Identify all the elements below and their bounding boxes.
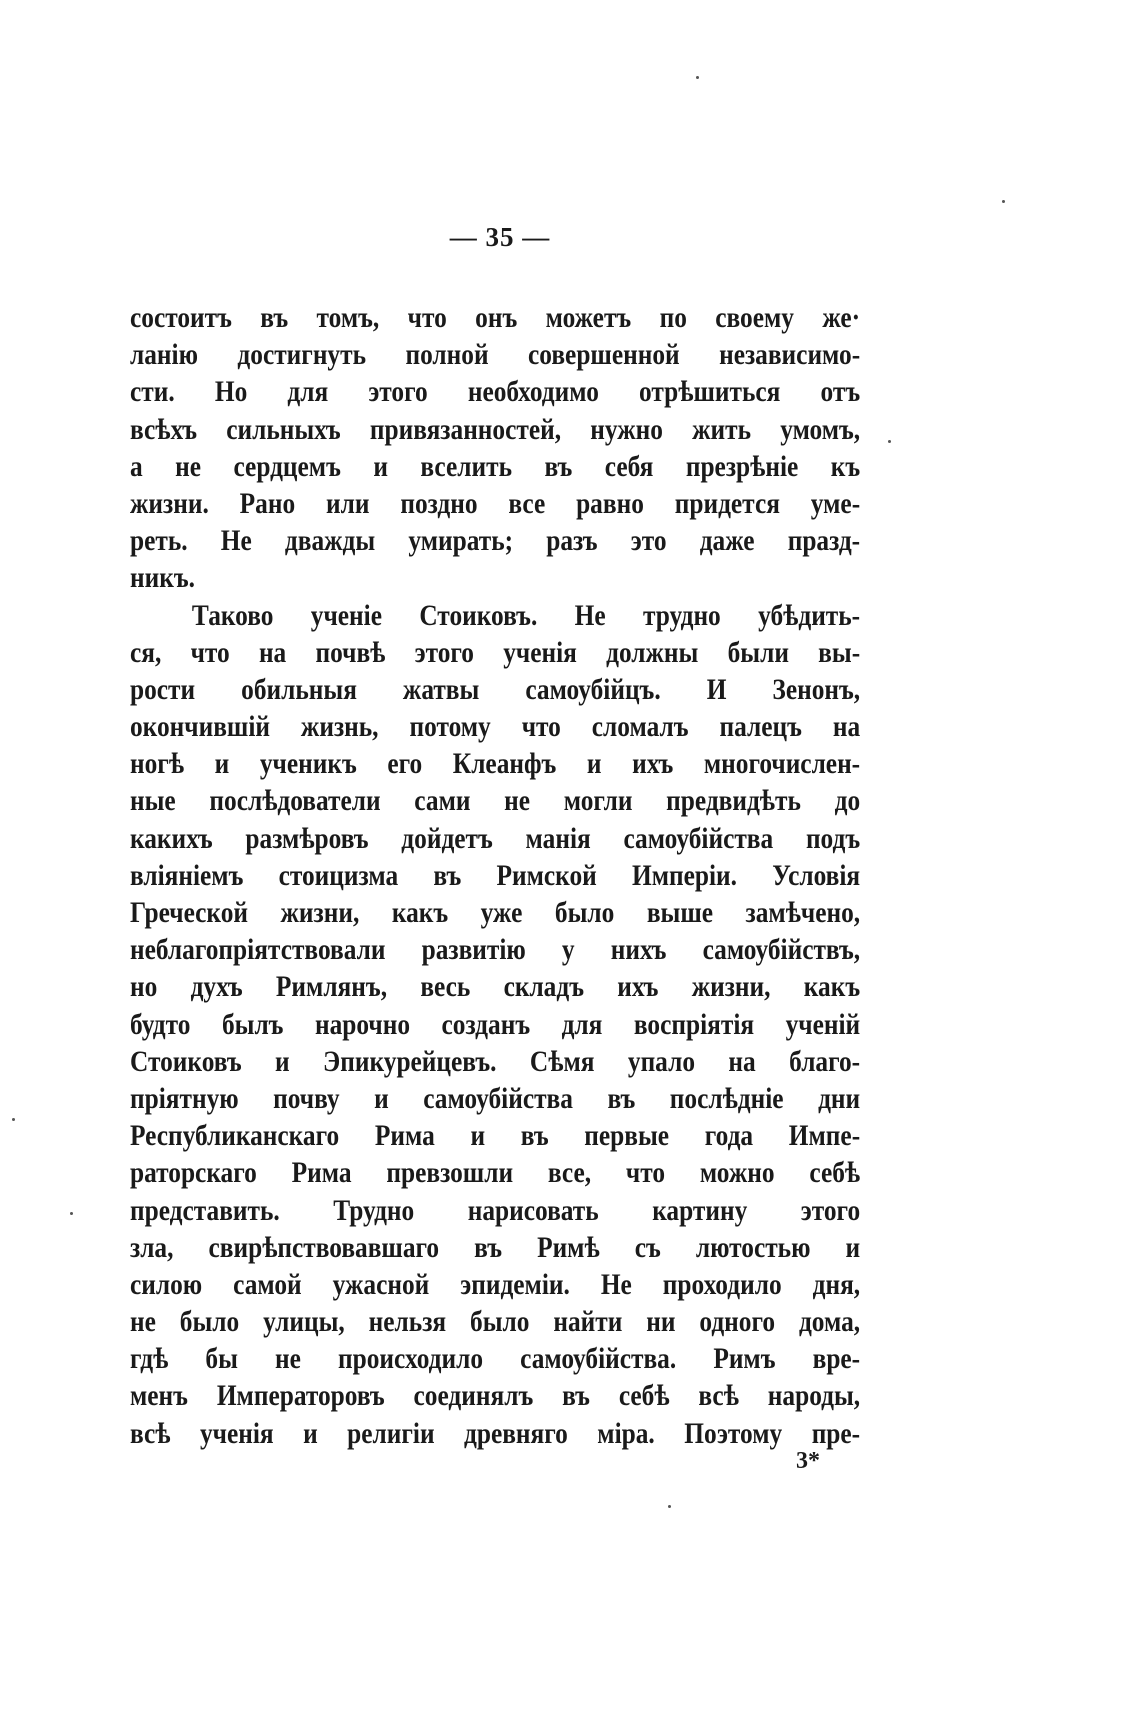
scan-speck [888,440,891,443]
text-line: вліяніемъ стоицизма въ Римской Имперіи. Условія [130,859,861,892]
text-line: какихъ размѣровъ дойдетъ манія самоубійства подъ [130,822,861,855]
text-line: ланію достигнуть полной совершенной независимо- [130,339,861,372]
page-number: — 35 — [449,222,551,252]
scan-speck [1002,200,1005,203]
text-line: не было улицы, нельзя было найти ни одного дома, [130,1306,861,1339]
text-line: окончившій жизнь, потому что сломалъ палецъ на [130,711,861,744]
text-line: реть. Не дважды умирать; разъ это даже празд- [130,525,861,558]
text-line: неблагопріятствовали развитію у нихъ самоубійствъ, [130,934,861,967]
text-line: состоитъ въ томъ, что онъ можетъ по своему же· [130,302,861,334]
text-line: зла, свирѣпствовавшаго въ Римѣ съ лютостью и [130,1231,861,1264]
scan-speck [668,1505,671,1508]
text-line: раторскаго Рима превзошли все, что можно себѣ [130,1157,861,1190]
text-line: гдѣ бы не происходило самоубійства. Римъ вре- [130,1343,861,1376]
text-line: всѣхъ сильныхъ привязанностей, нужно жить умомъ, [130,413,861,446]
paragraph-first-line: Таково ученіе Стоиковъ. Не трудно убѣдить- [191,599,861,632]
scan-speck [696,76,699,79]
text-line: никъ. [130,562,195,595]
text-line: жизни. Рано или поздно все равно придется уме- [130,487,861,520]
signature-mark: 3* [796,1448,820,1474]
text-line: будто былъ нарочно созданъ для воспріятія ученій [130,1008,861,1041]
text-line: ные послѣдователи сами не могли предвидѣть до [130,785,861,818]
text-line: но духъ Римлянъ, весь складъ ихъ жизни, какъ [130,971,861,1004]
text-line: рости обильныя жатвы самоубійцъ. И Зенонъ, [130,673,861,706]
body-text [130,300,860,1453]
text-line: ногѣ и ученикъ его Клеанфъ и ихъ многочислен- [130,748,861,781]
text-line: Стоиковъ и Эпикурейцевъ. Сѣмя упало на благо- [130,1045,861,1078]
text-line: всѣ ученія и религіи древняго міра. Поэтому пре- [130,1417,861,1450]
text-line: Республиканскаго Рима и въ первые года Импе- [130,1120,861,1153]
text-line: а не сердцемъ и вселить въ себя презрѣніе къ [130,450,861,483]
text-line: менъ Императоровъ соединялъ въ себѣ всѣ народы, [130,1380,861,1413]
text-line: пріятную почву и самоубійства въ послѣдніе дни [130,1082,861,1115]
text-line: ся, что на почвѣ этого ученія должны были вы- [130,636,861,669]
text-line: сти. Но для этого необходимо отрѣшиться отъ [130,376,861,409]
text-line: представить. Трудно нарисовать картину этого [130,1194,861,1227]
text-line: Греческой жизни, какъ уже было выше замѣчено, [130,897,861,929]
text-line: силою самой ужасной эпидеміи. Не проходило дня, [130,1268,861,1301]
scan-speck [12,1118,15,1121]
scan-speck [70,1212,73,1215]
